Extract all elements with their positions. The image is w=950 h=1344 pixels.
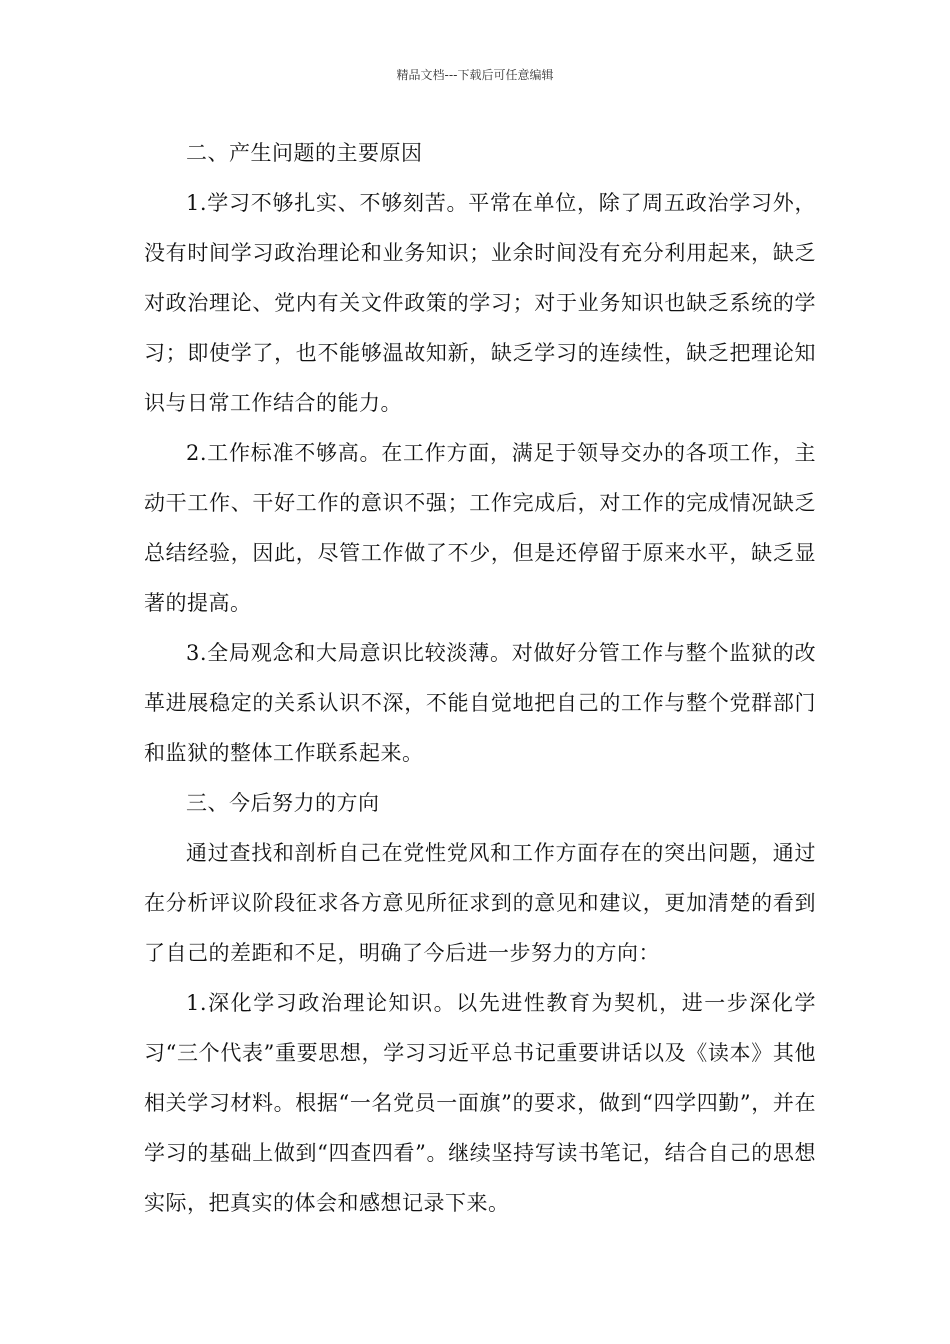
section-heading-causes: 二、产生问题的主要原因	[186, 141, 423, 165]
paragraph-cause-2: 2.工作标准不够高。在工作方面，满足于领导交办的各项工作，主动干工作、干好工作的意识不强；工作完成后，对工作的完成情况缺乏总结经验，因此，尽管工作做了不少，但是还停留于原来水平，缺乏显著的提高。	[144, 441, 816, 615]
document-body	[144, 128, 816, 1228]
paragraph-cause-3: 3.全局观念和大局意识比较淡薄。对做好分管工作与整个监狱的改革进展稳定的关系认识不深，不能自觉地把自己的工作与整个党群部门和监狱的整体工作联系起来。	[144, 641, 816, 765]
paragraph-direction-intro: 通过查找和剖析自己在党性党风和工作方面存在的突出问题，通过在分析评议阶段征求各方意见所征求到的意见和建议，更加清楚的看到了自己的差距和不足，明确了今后进一步努力的方向：	[144, 841, 816, 965]
page-header: 精品文档---下载后可任意编辑	[396, 68, 554, 82]
section-heading-direction: 三、今后努力的方向	[186, 791, 380, 815]
paragraph-direction-1: 1.深化学习政治理论知识。以先进性教育为契机，进一步深化学习“三个代表”重要思想，学习习近平总书记重要讲话以及《读本》其他相关学习材料。根据“一名党员一面旗”的要求，做到“四学四勤”，并在学习的基础上做到“四查四看”。继续坚持写读书笔记，结合自己的思想实际，把真实的体会和感想记录下来。	[144, 991, 816, 1215]
paragraph-cause-1: 1.学习不够扎实、不够刻苦。平常在单位，除了周五政治学习外，没有时间学习政治理论和业务知识；业余时间没有充分利用起来，缺乏对政治理论、党内有关文件政策的学习；对于业务知识也缺乏系统的学习；即使学了，也不能够温故知新，缺乏学习的连续性，缺乏把理论知识与日常工作结合的能力。	[144, 191, 816, 415]
